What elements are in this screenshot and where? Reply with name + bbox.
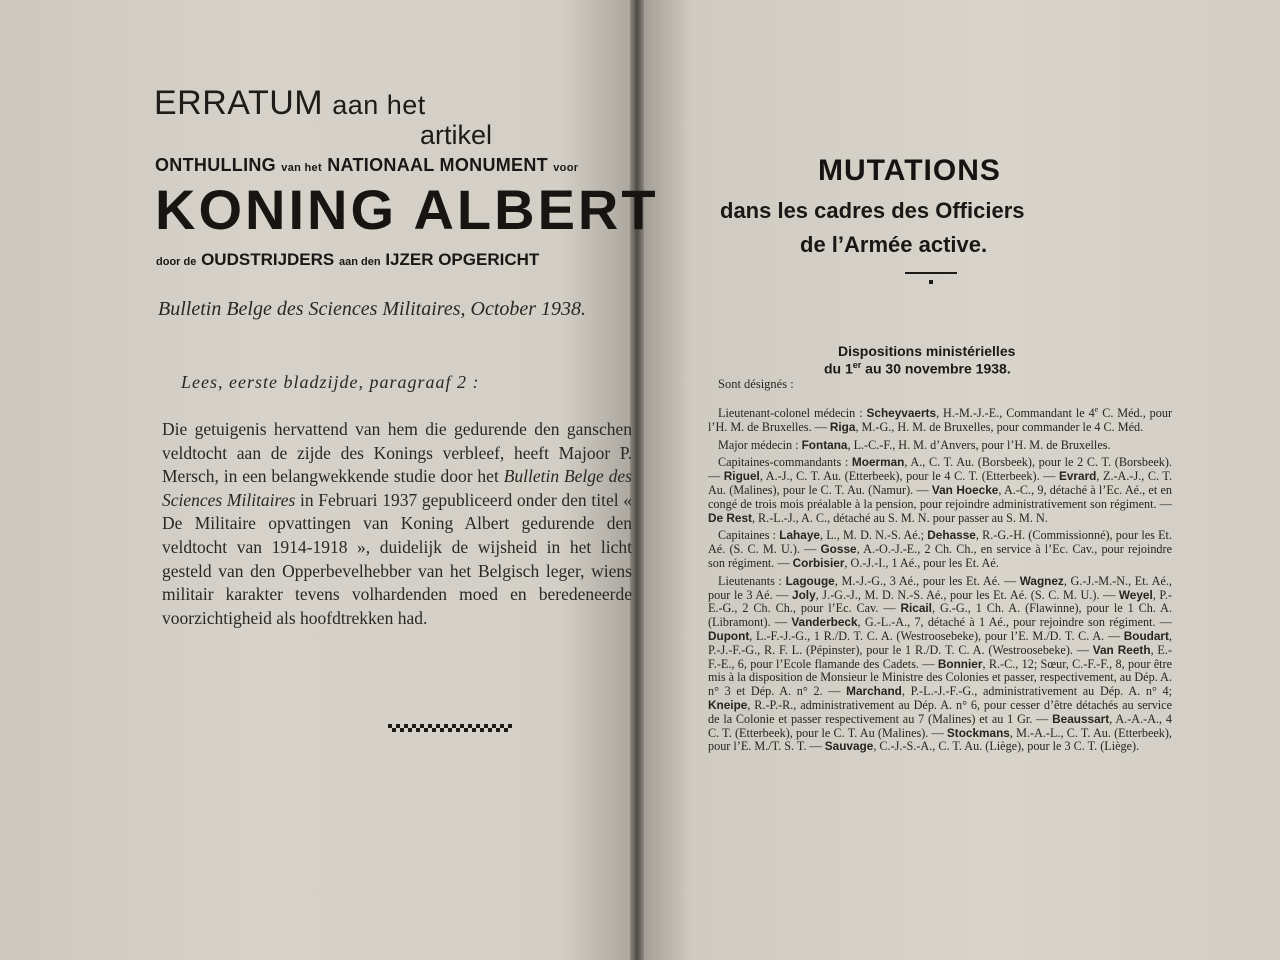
officer-name: Dehasse [927, 528, 976, 543]
entry-text: , A., C. T. Au. (Borsbeek), pour le 2 C. T. (Borsbeek). — [708, 455, 1172, 484]
officer-name: Beaussart [1052, 711, 1110, 726]
officer-name: Fontana [801, 437, 848, 452]
sont-designes: Sont désignés : [718, 377, 794, 391]
entry-text: C. Méd., pour l’H. M. de Bruxelles. — [708, 406, 1173, 434]
officer-name: Marchand [846, 684, 902, 699]
door-oudstrijders-line [156, 250, 636, 270]
officer-name: Vanderbeck [791, 615, 858, 630]
entry-text: , L.-C.-F., H. M. d’Anvers, pour l’H. M. de Bruxelles. [847, 437, 1111, 452]
paragraph-part-1: Die getuigenis hervattend van hem die gedurende den ganschen veldtocht aan de zijde des Konings verbleef, heeft Majoor P. Mersch, in een belangwekkende studie door het [162, 419, 632, 487]
entry-text: , A.-O.-J.-E., 2 Ch. Ch., en service à l’Ec. Cav., pour rejoindre son régiment. — [708, 542, 1172, 571]
entry-text: , A.-C., 9, détaché à l’Ec. Aé., et en congé de trois mois préalable à la pension, pour rejoindre administrativement son régiment. — [708, 483, 1172, 511]
entry-text: , J.-G.-J., M. D. N.-S. Aé., pour les Et. Aé. (S. C. M. U.). — [815, 587, 1119, 602]
entry-text: , R.-P.-R., administrativement au Dép. A. n° 6, pour cesser d’être détachés au service de la Colonie et passer respectivement au 7 (Malines) et au 1 Gr. — [708, 698, 1172, 726]
entry-lieutenant-colonel [708, 403, 1172, 435]
entry-text: Lieutenant-colonel médecin : [718, 406, 867, 421]
officer-name: Riguel [723, 469, 760, 484]
entry-text: , M.-J.-G., 3 Aé., pour les Et. Aé. — [834, 573, 1020, 588]
entry-text: , P.-L.-J.-F.-G., administrativement au Dép. A. n° 4; [901, 684, 1172, 699]
mutations-subtitle-2: de l’Armée active. [800, 232, 988, 257]
koning-albert-title: KONING ALBERT [155, 178, 659, 241]
officer-name: Moerman [851, 455, 905, 470]
entry-text: Capitaines-commandants : [718, 455, 852, 470]
entry-text: Capitaines : [718, 528, 780, 543]
entry-text: , L.-F.-J.-G., 1 R./D. T. C. A. (Westroosebeke), pour l’E. M./D. T. C. A. — [749, 629, 1124, 644]
van-het-word: van het [281, 162, 322, 174]
officer-name: Corbisier [792, 556, 845, 571]
entry-text: , P.-J.-F.-G., R. F. L. (Pépinster), pour le 1 R./D. T. C. A. (Westroosebeke). — [708, 629, 1172, 657]
voor-word: voor [553, 162, 579, 174]
entry-text: , M.-A.-L., C. T. Au. (Etterbeek), pour l’E. M./T. S. T. — [708, 725, 1172, 754]
bulletin-source: Bulletin Belge des Sciences Militaires, October 1938. [158, 298, 587, 320]
officer-name: Stockmans [946, 725, 1010, 740]
entry-text: , A.-J., C. T. Au. (Etterbeek), pour le 4 C. T. (Etterbeek). — [759, 469, 1059, 484]
ordinal-sup: e [1094, 405, 1099, 414]
entry-capitaines [708, 529, 1172, 570]
officer-name: Lagouge [785, 573, 835, 588]
officer-name: Riga [829, 419, 856, 434]
entry-capitaines-commandants [708, 456, 1172, 525]
entry-text: , A.-A.-A., 4 C. T. (Etterbeek), pour le C. T. Au (Malines). — [708, 711, 1172, 740]
officer-name: Kneipe [708, 698, 748, 712]
entry-lieutenants [708, 575, 1172, 754]
erratum-artikel: artikel [420, 120, 493, 150]
book-gutter [630, 0, 644, 960]
checker-ornament [388, 724, 514, 734]
mutations-list [708, 403, 1172, 758]
erratum-word: ERRATUM [154, 84, 324, 122]
officer-name: Wagnez [1019, 573, 1064, 588]
paragraph-part-2: in Februari 1937 gepubliceerd onder den titel « De Militaire opvattingen van Koning Albert gedurende den veldtocht van 1914-1918 », duidelijk de wijsheid in het licht gesteld van den Opperbevelhebber van het Belgisch leger, wiens militair karakter tevens volhardenden moed en beredeneerde voorzichtigheid als hoofdtrekken had. [162, 489, 632, 628]
lees-instruction: Lees, eerste bladzijde, paragraaf 2 : [181, 372, 480, 392]
officer-name: Lahaye [779, 528, 820, 543]
date-part-a: du 1 [824, 360, 853, 377]
officer-name: Bonnier [937, 656, 983, 671]
erratum-aan-het: aan het [332, 90, 426, 120]
ijzer-opgericht-word: IJZER OPGERICHT [385, 250, 540, 269]
officer-name: Scheyvaerts [866, 406, 937, 421]
entry-text: , C.-J.-S.-A., C. T. Au. (Liège), pour le 3 C. T. (Liège). [873, 739, 1140, 754]
erratum-heading [154, 84, 614, 123]
entry-text: , E.-F.-E., 6, pour l’Ecole flamande des Cadets. — [708, 642, 1172, 671]
officer-name: Weyel [1118, 587, 1153, 602]
entry-major [708, 439, 1172, 453]
officer-name: Dupont [708, 629, 750, 644]
entry-text: Major médecin : [718, 437, 802, 452]
onthulling-word: ONTHULLING [155, 155, 276, 175]
entry-text: Lieutenants : [718, 573, 786, 588]
entry-text: , R.-L.-J., A. C., détaché au S. M. N. pour passer au S. M. N. [751, 510, 1048, 525]
entry-text: , P.-E.-G., 2 Ch. Ch., pour l’Ec. Cav. — [708, 587, 1172, 616]
paragraph-italic-title: Bulletin Belge des Sciences Militaires [162, 466, 632, 510]
erratum-paragraph [162, 418, 632, 630]
entry-text: , H.-M.-J.-E., Commandant le 4 [936, 406, 1095, 421]
officer-name: Ricail [900, 601, 932, 616]
entry-text: , M.-G., H. M. de Bruxelles, pour commander le 4 C. Méd. [855, 419, 1144, 434]
entry-text: , G.-L.-A., 7, détaché à 1 Aé., pour rejoindre son régiment. — [857, 615, 1172, 630]
entry-text: , Z.-A.-J., C. T. Au. (Malines), pour le C. T. Au. (Namur). — [708, 469, 1172, 498]
dispositions-heading: Dispositions ministérielles [838, 343, 1016, 359]
entry-text: , O.-J.-I., 1 Aé., pour les Et. Aé. [844, 556, 999, 571]
officer-name: Joly [792, 587, 816, 602]
nationaal-monument-word: NATIONAAL MONUMENT [327, 155, 548, 175]
entry-text: , L., M. D. N.-S. Aé.; [819, 528, 928, 543]
aan-den-word: aan den [339, 256, 381, 268]
officer-name: Boudart [1123, 629, 1169, 644]
door-de-word: door de [156, 256, 197, 268]
officer-name: Van Reeth [1092, 642, 1151, 657]
entry-text: , R.-C., 12; Sœur, C.-F.-F., 8, pour être mis à la disposition de Monsieur le Ministre des Colonies et passer, respectivement, au Dép. A. n° 3 et Dép. A. n° 2. — [708, 656, 1172, 699]
entry-text: , G.-G., 1 Ch. A. (Flawinne), pour le 1 Ch. A. (Libramont). — [708, 601, 1172, 630]
entry-text: , G.-J.-M.-N., Et. Aé., pour le 3 Aé. — [708, 573, 1172, 602]
date-superscript: er [852, 360, 862, 370]
dispositions-date [824, 360, 1011, 377]
mutations-subtitle-1: dans les cadres des Officiers [720, 198, 1025, 223]
date-part-b: au 30 novembre 1938. [861, 360, 1011, 377]
officer-name: Gosse [820, 542, 857, 557]
rule-ornament [905, 270, 957, 288]
oudstrijders-word: OUDSTRIJDERS [201, 250, 335, 269]
officer-name: Van Hoecke [931, 483, 999, 498]
officer-name: Sauvage [824, 739, 874, 754]
mutations-title: MUTATIONS [818, 154, 1001, 187]
onthulling-line [155, 155, 635, 176]
entry-text: , R.-G.-H. (Commissionné), pour les Et. Aé. (S. C. M. U.). — [708, 528, 1172, 557]
officer-name: Evrard [1058, 469, 1097, 484]
officer-name: De Rest [708, 510, 752, 525]
